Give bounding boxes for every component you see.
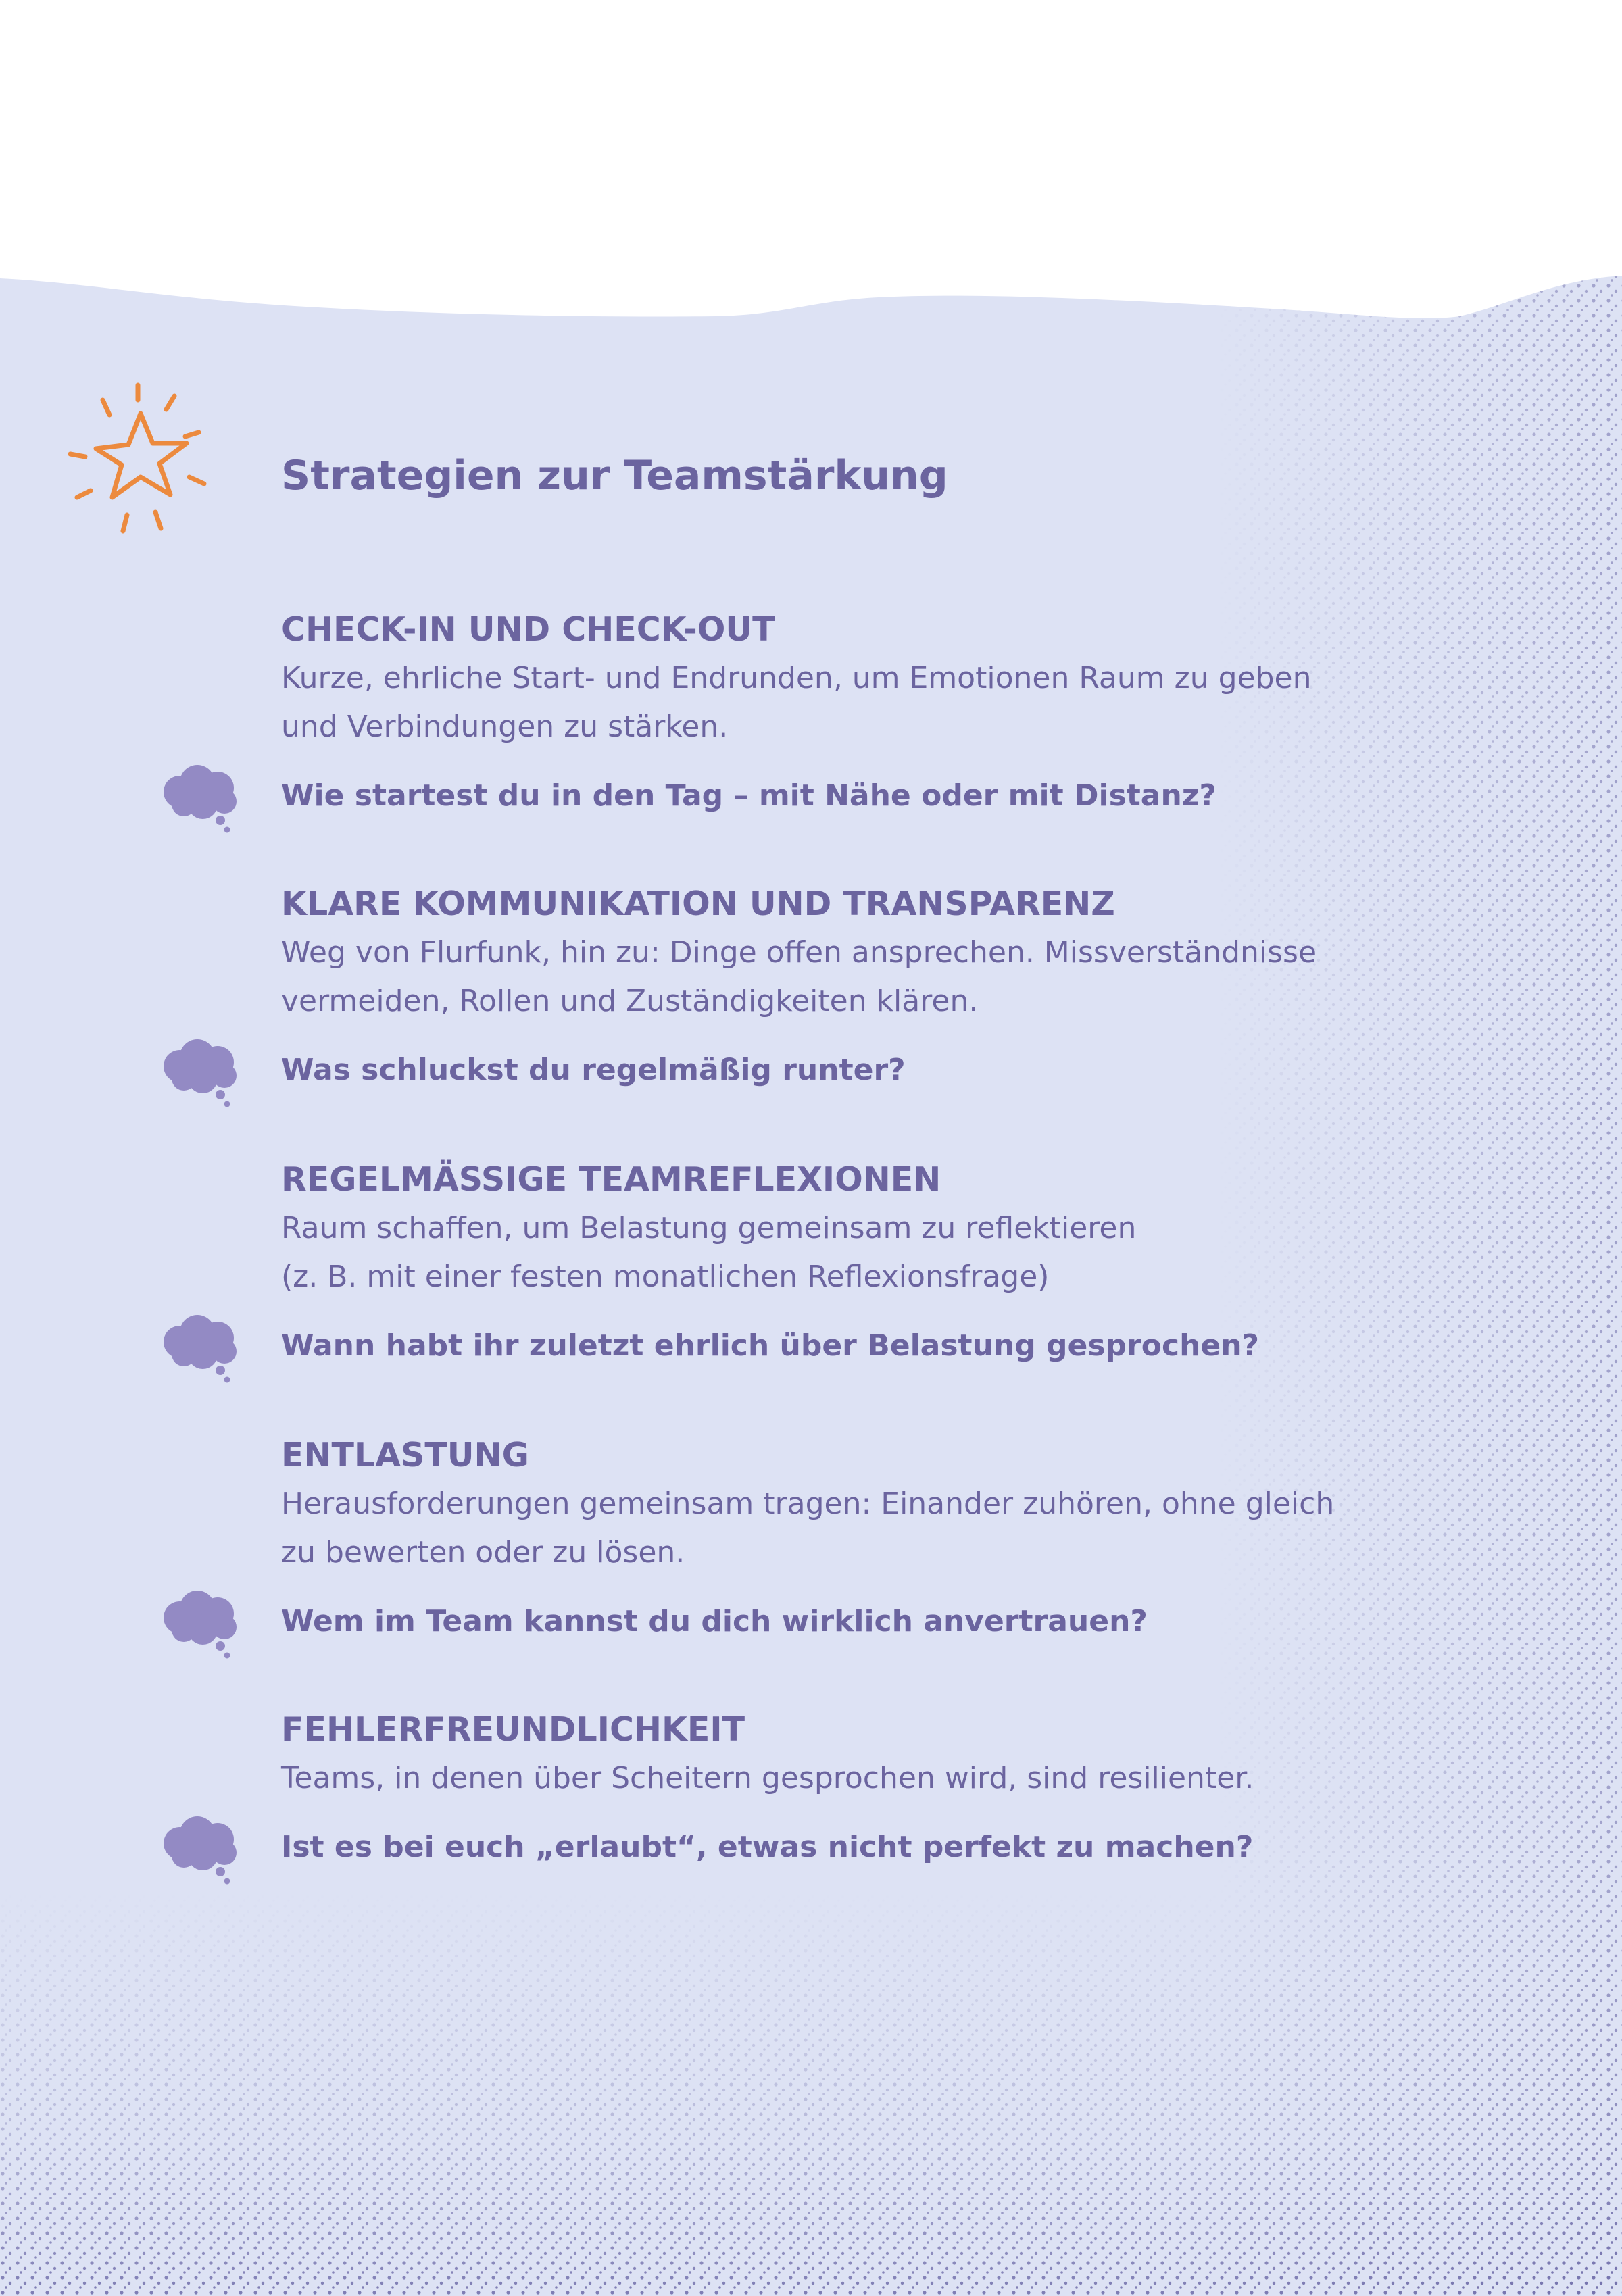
- section-text-line: Teams, in denen über Scheitern gesprochen wird, sind resilienter.: [281, 1761, 1254, 1795]
- section-title: REGELMÄSSIGE TEAMREFLEXIONEN: [281, 1160, 941, 1199]
- section-entlastung: [281, 1431, 1376, 1646]
- reflection-question: [281, 1823, 1376, 1872]
- section-text-line: und Verbindungen zu stärken.: [281, 709, 729, 744]
- section-text-line: Kurze, ehrliche Start- und Endrunden, um Emotionen Raum zu geben: [281, 661, 1312, 695]
- section-text-line: zu bewerten oder zu lösen.: [281, 1535, 685, 1570]
- reflection-question: [281, 772, 1376, 820]
- question-text: Wann habt ihr zuletzt ehrlich über Belastung gesprochen?: [281, 1328, 1260, 1363]
- section-text-line: (z. B. mit einer festen monatlichen Reflexionsfrage): [281, 1259, 1050, 1294]
- section-fehlerfreundlichkeit: [281, 1705, 1376, 1872]
- section-title: CHECK-IN UND CHECK-OUT: [281, 610, 775, 649]
- section-text-line: vermeiden, Rollen und Zuständigkeiten klären.: [281, 984, 979, 1018]
- question-text: Wie startest du in den Tag – mit Nähe oder mit Distanz?: [281, 778, 1216, 813]
- section-communication: [281, 880, 1376, 1095]
- section-title: FEHLERFREUNDLICHKEIT: [281, 1710, 745, 1749]
- section-text-line: Raum schaffen, um Belastung gemeinsam zu reflektieren: [281, 1211, 1137, 1245]
- question-text: Ist es bei euch „erlaubt“, etwas nicht perfekt zu machen?: [281, 1830, 1254, 1864]
- reflection-question: [281, 1322, 1376, 1370]
- reflection-question: [281, 1046, 1376, 1095]
- section-text: [281, 1204, 1376, 1301]
- thought-cloud-icon: [159, 1035, 241, 1111]
- section-title: KLARE KOMMUNIKATION UND TRANSPARENZ: [281, 884, 1115, 923]
- section-text: [281, 1754, 1376, 1803]
- stars-icon: [61, 378, 223, 541]
- section-check-in: [281, 605, 1376, 820]
- question-text: Was schluckst du regelmäßig runter?: [281, 1053, 906, 1087]
- section-text: [281, 1480, 1376, 1577]
- section-text-line: Herausforderungen gemeinsam tragen: Einander zuhören, ohne gleich: [281, 1487, 1335, 1521]
- thought-cloud-icon: [159, 1812, 241, 1888]
- section-text: [281, 654, 1376, 751]
- page-title: Strategien zur Teamstärkung: [281, 452, 948, 499]
- thought-cloud-icon: [159, 1587, 241, 1662]
- section-text-line: Weg von Flurfunk, hin zu: Dinge offen ansprechen. Missverständnisse: [281, 935, 1317, 970]
- section-reflection: [281, 1155, 1376, 1370]
- question-text: Wem im Team kannst du dich wirklich anvertrauen?: [281, 1604, 1148, 1639]
- thought-cloud-icon: [159, 761, 241, 837]
- section-title: ENTLASTUNG: [281, 1436, 529, 1474]
- section-text: [281, 928, 1376, 1026]
- reflection-question: [281, 1597, 1376, 1646]
- thought-cloud-icon: [159, 1311, 241, 1387]
